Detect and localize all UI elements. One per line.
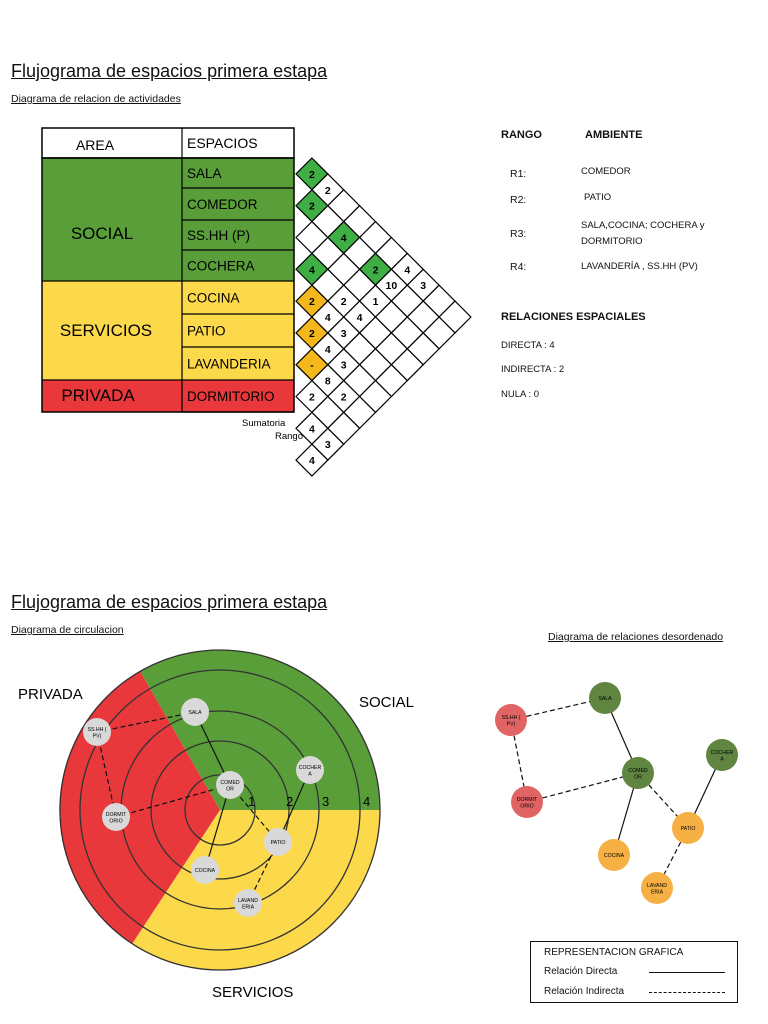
matrix-value: 10: [385, 280, 398, 293]
ambiente-r3: SALA,COCINA; COCHERA y: [581, 220, 705, 231]
matrix-value: 8: [324, 375, 331, 388]
node-cochera-label: A: [720, 756, 724, 763]
circulation-diagram: [0, 640, 440, 1024]
node-sshh-label: PV): [506, 721, 516, 728]
activity-relation-diagram: [0, 120, 500, 468]
matrix-value: 2: [308, 296, 315, 309]
matrix-value: 4: [308, 264, 315, 277]
node-cocina: [598, 839, 630, 871]
matrix-value: 2: [372, 264, 379, 277]
node-dormitorio-label: DORMIT: [516, 796, 538, 803]
ambiente-r1: COMEDOR: [581, 166, 631, 177]
matrix-value: 4: [324, 312, 331, 324]
area-social-block: [42, 158, 182, 281]
ring-number-1: 1: [248, 794, 256, 809]
matrix-value: -: [310, 359, 314, 372]
rango-r1: R1:: [510, 168, 527, 180]
matrix-value: 2: [308, 391, 315, 404]
legend-indirect-line: [649, 992, 725, 993]
matrix-value: 2: [308, 327, 315, 340]
espacio-label: DORMITORIO: [187, 389, 275, 404]
espacio-label: COMEDOR: [187, 197, 258, 212]
matrix-value: 2: [308, 168, 315, 181]
ambiente-header: AMBIENTE: [585, 129, 643, 141]
matrix-value: 4: [308, 455, 315, 468]
zone-social-label: SOCIAL: [359, 694, 415, 711]
node-dormitorio-label: ORIO: [109, 818, 123, 825]
ambiente-r4: LAVANDERÍA , SS.HH (PV): [581, 261, 698, 272]
matrix-value: 3: [420, 280, 427, 293]
node-patio: [264, 828, 292, 856]
node-dormitorio: [511, 786, 543, 818]
node-cocina: [191, 856, 219, 884]
relacion-directa: DIRECTA : 4: [501, 340, 555, 351]
node-sala-label: SALA: [598, 696, 612, 702]
node-sala-label: SALA: [188, 710, 202, 716]
relaciones-title: RELACIONES ESPACIALES: [501, 311, 646, 323]
node-lavanderia-label: LAVAND: [647, 882, 667, 889]
ring-number-4: 4: [363, 794, 371, 809]
matrix-value: 2: [324, 184, 331, 197]
matrix-value: 4: [324, 343, 331, 356]
matrix-value: 3: [324, 439, 331, 452]
unordered-relation-graph: [460, 670, 760, 920]
graph-edge-dormitorio-comedor: [527, 773, 638, 802]
section1-title: Flujograma de espacios primera estapa: [11, 61, 328, 81]
matrix-value: 4: [308, 423, 315, 436]
node-sshh-label: PV): [92, 733, 102, 740]
rango-r2: R2:: [510, 194, 527, 206]
espacio-label: SS.HH (P): [187, 228, 251, 243]
node-patio-label: PATIO: [680, 826, 696, 832]
ambiente-r3-line2: DORMITORIO: [581, 236, 643, 247]
espacio-label: COCINA: [187, 290, 240, 306]
legend-directa-label: Relación Directa: [544, 966, 618, 977]
node-dormitorio-label: ORIO: [520, 803, 534, 810]
ring-number-2: 2: [286, 794, 294, 809]
espacio-label: SALA: [187, 166, 222, 181]
matrix-value: 3: [340, 359, 347, 372]
area-servicios-label: SERVICIOS: [59, 321, 153, 340]
node-cocina-label: COCINA: [603, 853, 625, 859]
header-espacios: ESPACIOS: [187, 135, 258, 151]
node-sshh-label: SS.HH (: [501, 714, 521, 721]
node-comedor: [622, 757, 654, 789]
section1-subtitle: Diagrama de relacion de actividades: [11, 93, 181, 105]
espacio-label: LAVANDERIA: [187, 356, 271, 372]
node-comedor-label: OR: [634, 774, 642, 781]
node-dormitorio-label: DORMIT: [105, 811, 127, 818]
node-cocina-label: COCINA: [194, 868, 216, 874]
node-comedor-label: COMED: [628, 767, 648, 774]
node-lavanderia: [234, 889, 262, 917]
espacio-label: COCHERA: [187, 258, 255, 274]
matrix-value: 4: [404, 264, 411, 277]
area-social-label: SOCIAL: [70, 224, 134, 243]
section2-subtitle: Diagrama de circulacion: [11, 624, 124, 636]
legend-indirecta-label: Relación Indirecta: [544, 986, 625, 997]
section2-title: Flujograma de espacios primera estapa: [11, 592, 328, 612]
ring-number-3: 3: [322, 794, 330, 809]
node-cochera: [296, 756, 324, 784]
node-comedor-label: OR: [226, 786, 234, 793]
node-cochera-label: A: [308, 771, 312, 778]
node-comedor: [216, 771, 244, 799]
node-comedor-label: COMED: [220, 779, 240, 786]
node-lavanderia-label: ERIA: [650, 889, 664, 896]
rango-label: Rango: [275, 431, 303, 442]
node-sshh: [83, 718, 111, 746]
node-cochera-label: COCHER: [298, 764, 322, 771]
espacio-label: PATIO: [187, 323, 226, 339]
node-dormitorio: [102, 803, 130, 831]
node-patio-label: PATIO: [270, 840, 286, 846]
graphic-legend: [530, 941, 738, 1003]
legend-direct-line: [649, 972, 725, 973]
zone-servicios-label: SERVICIOS: [212, 984, 294, 1001]
node-lavanderia-label: ERIA: [241, 904, 255, 911]
node-sala: [589, 682, 621, 714]
matrix-value: 2: [308, 200, 315, 213]
matrix-value: 3: [340, 327, 347, 340]
zone-privada-label: PRIVADA: [18, 686, 83, 703]
section2-subtitle-right: Diagrama de relaciones desordenado: [548, 631, 724, 643]
node-cochera-label: COCHER: [710, 749, 734, 756]
node-cochera: [706, 739, 738, 771]
sumatoria-label: Sumatoria: [242, 418, 286, 429]
node-sala: [181, 698, 209, 726]
node-sshh: [495, 704, 527, 736]
area-privada-label: PRIVADA: [61, 386, 135, 405]
legend-title: REPRESENTACION GRAFICA: [544, 947, 684, 958]
relacion-nula: NULA : 0: [501, 389, 540, 400]
matrix-value: 2: [340, 391, 347, 404]
node-lavanderia-label: LAVAND: [238, 897, 258, 904]
node-patio: [672, 812, 704, 844]
matrix-value: 4: [340, 232, 347, 245]
rango-r4: R4:: [510, 261, 527, 273]
matrix-value: 1: [372, 296, 379, 309]
ambiente-r2: PATIO: [584, 192, 612, 203]
matrix-value: 4: [356, 312, 363, 324]
rango-r3: R3:: [510, 228, 527, 240]
relacion-indirecta: INDIRECTA : 2: [501, 364, 565, 375]
node-lavanderia: [641, 872, 673, 904]
matrix-value: 2: [340, 296, 347, 309]
node-sshh-label: SS.HH (: [87, 726, 107, 733]
header-area: AREA: [75, 137, 115, 153]
rango-header: RANGO: [501, 129, 542, 141]
